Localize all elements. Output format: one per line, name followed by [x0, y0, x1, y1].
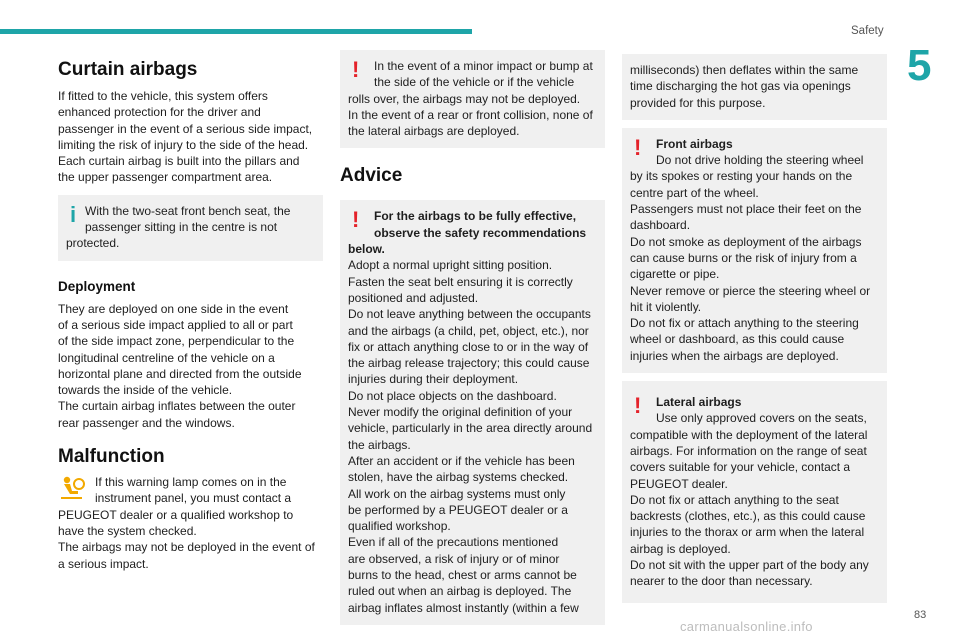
column-3	[622, 54, 887, 603]
info-icon: i	[70, 201, 77, 227]
airbag-warning-lamp-icon	[58, 474, 86, 502]
advice-line: observe the safety recommendations	[374, 225, 587, 240]
curtain-airbags-text: If fitted to the vehicle, this system offers enhanced protection for the driver and passenger in the event of a serious side impact, limiting the risk of injury to the side of the head. Each curtain airbag is built into the pillars and the upper passenger compartment area.	[58, 89, 313, 185]
advice-line: For the airbags to be fully effective,	[374, 209, 577, 224]
heading-deployment: Deployment	[58, 278, 136, 294]
info-line: protected.	[66, 236, 120, 251]
column-1	[58, 50, 323, 572]
front-airbags-title: Front airbags	[656, 136, 733, 151]
warning-box-minor-impact	[340, 50, 605, 148]
info-line: With the two-seat front bench seat, the	[85, 203, 291, 218]
advice-text: Adopt a normal upright sitting position. Fasten the seat belt ensuring it is correctly positioned and adjusted. Do not leave anything between the occupants and the airbags (a child, pet, object, etc.), nor fix or attach anything close to or in the way of the airbag release trajectory; this could cause injuries during their deployment. Do not place objects on the dashboard. Never modify the original definition of your vehicle, particularly in the area directly around the airbags. After an accident or if the vehicle has been stolen, have the airbag systems checked. All work on the airbag systems must only be performed by a PEUGEOT dealer or a qualified workshop. Even if all of the precautions mentioned are observed, a risk of injury or of minor burns to the head, chest or arms cannot be ruled out when an airbag is deployed. The airbag inflates almost instantly (within a few	[348, 258, 593, 615]
continued-box	[622, 54, 887, 120]
continued-text: milliseconds) then deflates within the same time discharging the hot gas via openings provided for this purpose.	[630, 63, 859, 110]
advice-line: below.	[348, 242, 385, 257]
warning-icon: !	[634, 134, 642, 160]
deployment-text: They are deployed on one side in the event of a serious side impact applied to all or part of the side impact zone, perpendicular to the longitudinal centreline of the vehicle on a horizontal plane and directed from the outside towards the inside of the vehicle. The curtain airbag inflates between the outer rear passenger and the windows.	[58, 301, 302, 430]
malfunction-line: instrument panel, you must contact a	[95, 491, 292, 506]
warning-icon: !	[352, 57, 360, 82]
warning-box-front-airbags	[622, 128, 887, 373]
malfunction-line: If this warning lamp comes on in the	[95, 475, 287, 490]
warning-line: In the event of a minor impact or bump at	[374, 59, 593, 73]
front-airbags-text: by its spokes or resting your hands on the centre part of the wheel. Passengers must not place their feet on the dashboard. Do not smoke as deployment of the airbags can cause burns or the risk of injury from a cigarette or pipe. Never remove or pierce the steering wheel or hit it violently. Do not fix or attach anything to the steering wheel or dashboard, as this could cause injuries when the airbags are deployed.	[630, 169, 871, 363]
info-box-bench-seat	[58, 195, 323, 261]
chapter-number: 5	[907, 41, 932, 90]
warning-text: rolls over, the airbags may not be deployed. In the event of a rear or front collision, none of the lateral airbags are deployed.	[348, 91, 593, 139]
lateral-airbags-line: Use only approved covers on the seats,	[656, 411, 867, 426]
malfunction-block	[58, 474, 323, 572]
front-airbags-line: Do not drive holding the steering wheel	[656, 153, 864, 168]
warning-box-advice	[340, 200, 605, 624]
section-title: Safety	[851, 25, 884, 37]
heading-curtain-airbags: Curtain airbags	[58, 59, 198, 80]
header-accent-bar	[0, 29, 472, 34]
heading-malfunction: Malfunction	[58, 446, 165, 468]
info-line: passenger sitting in the centre is not	[85, 220, 278, 235]
malfunction-text: PEUGEOT dealer or a qualified workshop to have the system checked. The airbags may not be deployed in the event of a serious impact.	[58, 507, 315, 571]
column-2	[340, 50, 605, 625]
warning-icon: !	[634, 393, 642, 419]
lateral-airbags-text: compatible with the deployment of the lateral airbags. For information on the range of seat covers suitable for your vehicle, contact a PEUGEOT dealer. Do not fix or attach anything to the seat backrests (clothes, etc.), as this could cause injuries to the thorax or arm when the lateral airbag is deployed. Do not sit with the upper part of the body any nearer to the door than necessary.	[630, 427, 869, 589]
warning-line: the side of the vehicle or if the vehicle	[374, 75, 575, 90]
heading-advice: Advice	[340, 165, 403, 187]
warning-box-lateral-airbags	[622, 381, 887, 603]
watermark: carmanualsonline.info	[680, 619, 813, 634]
warning-icon: !	[352, 207, 360, 233]
lateral-airbags-title: Lateral airbags	[656, 395, 742, 410]
page-number: 83	[914, 609, 927, 621]
